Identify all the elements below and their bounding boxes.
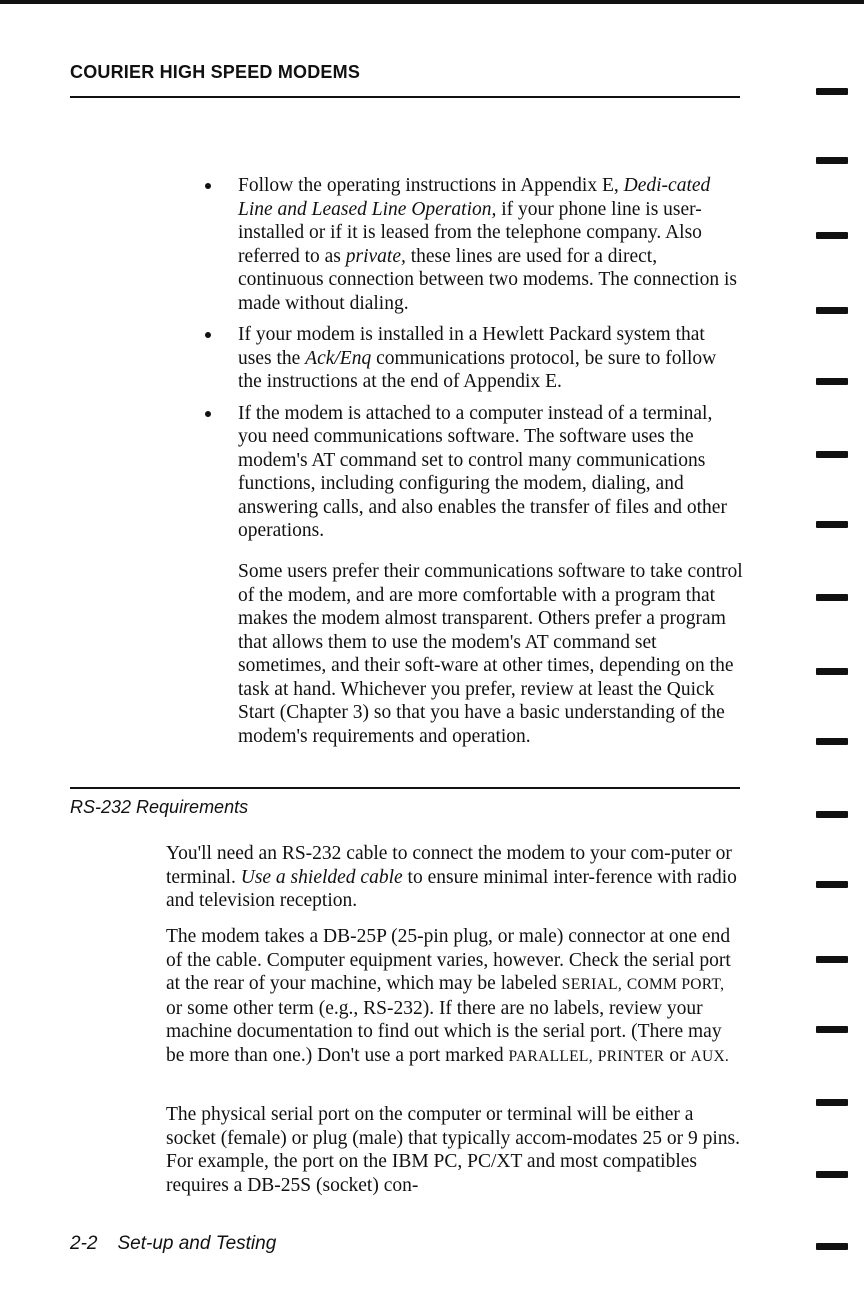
edge-tab-mark [816, 1026, 848, 1033]
bullet-text: communications protocol, be sure to follow the instructions at the end of Appendix E. [238, 347, 717, 392]
paragraph-text: The modem takes a DB-25P (25-pin plug, or male) connector at one end of the cable. Computer equipment varies, however. Check the serial port at the rear of your machine, which may be labeled [166, 926, 731, 994]
edge-tab-mark [816, 1243, 848, 1250]
connector-paragraph [166, 925, 741, 1068]
printer-label: PRINTER [597, 1047, 665, 1065]
paragraph-text: or some other term (e.g., RS-232). If there are no labels, review your machine documentation to find out which is the serial port. (There may be more than one.) Don't use a port marked [166, 997, 722, 1066]
edge-tab-mark [816, 451, 848, 458]
top-border-rule [0, 0, 864, 4]
bullet-text: If your modem is installed in a Hewlett Packard system that uses the [238, 324, 705, 369]
edge-tab-mark [816, 594, 848, 601]
paragraph-text: to ensure minimal inter-ference with radio and television reception. [166, 866, 737, 911]
edge-tab-mark [816, 1099, 848, 1106]
instruction-bullet-list [238, 174, 743, 551]
section-heading: RS-232 Requirements [70, 797, 249, 817]
shielded-cable-emphasis: Use a shielded cable [240, 866, 403, 888]
edge-tab-mark [816, 956, 848, 963]
serial-label: SERIAL, [561, 976, 623, 993]
serial-port-paragraph: The physical serial port on the computer or terminal will be either a socket (female) or plug (male) that typically accom-modates 25 or 9 pins. For example, the port on the IBM PC, PC/XT and most compatibles requires a DB-25S (socket) con- [166, 1104, 740, 1196]
aux-label: AUX. [690, 1047, 730, 1065]
paragraph-text: You'll need an RS-232 cable to connect the modem to your com-puter or terminal. [166, 843, 732, 888]
section-rule [70, 787, 740, 789]
edge-tab-mark [816, 738, 848, 745]
bullet-dot-icon [205, 183, 211, 189]
bullet-text: these lines are used for a direct, continuous connection between two modems. The connection is made without dialing. [238, 245, 737, 314]
edge-tab-mark [816, 881, 848, 888]
edge-tab-mark [816, 668, 848, 675]
edge-tab-mark [816, 307, 848, 314]
rs232-cable-paragraph [166, 842, 741, 913]
bullet-item-dedicated-line [238, 174, 743, 315]
edge-tab-marks [816, 0, 850, 1296]
edge-tab-mark [816, 521, 848, 528]
header-rule [70, 96, 740, 98]
private-emphasis: private, [345, 245, 406, 267]
parallel-label: PARALLEL, [508, 1047, 593, 1065]
edge-tab-mark [816, 88, 848, 95]
comm-port-label: COMM PORT, [626, 976, 725, 993]
bullet-dot-icon [205, 411, 211, 417]
bullet-item-hewlett-packard [238, 323, 743, 394]
page-number: 2-2 [70, 1233, 98, 1254]
edge-tab-mark [816, 157, 848, 164]
edge-tab-mark [816, 1171, 848, 1178]
edge-tab-mark [816, 232, 848, 239]
running-header-title: COURIER HIGH SPEED MODEMS [70, 62, 361, 82]
edge-tab-mark [816, 811, 848, 818]
edge-tab-mark [816, 378, 848, 385]
bullet-text: If the modem is attached to a computer instead of a terminal, you need communications software. The software uses the modem's AT command set to control many communications functions, including configuring the modem, dialing, and answering calls, and also enables the transfer of files and other operations. [238, 402, 727, 541]
ack-enq-emphasis: Ack/Enq [305, 347, 372, 369]
bullet-text: Follow the operating instructions in Appendix E, [238, 175, 624, 196]
bullet-dot-icon [205, 332, 211, 338]
bullet-text: if your phone line is user-installed or if it is leased from the telephone company. Also referred to as [238, 198, 702, 267]
bullet-item-communications-software [238, 402, 743, 543]
footer-chapter-title: Set-up and Testing [117, 1233, 277, 1254]
paragraph-text: or [664, 1044, 691, 1066]
page-footer [70, 1233, 276, 1255]
appendix-title-emphasis: Dedi-cated Line and Leased Line Operation, [238, 175, 711, 220]
software-preference-paragraph: Some users prefer their communications software to take control of the modem, and are more comfortable with a program that makes the modem almost transparent. Others prefer a program that allows them to use the modem's AT command set sometimes, and their soft-ware at other times, depending on the task at hand. Whichever you prefer, review at least the Quick Start (Chapter 3) so that you have a basic understanding of the modem's requirements and operation. [238, 561, 743, 747]
